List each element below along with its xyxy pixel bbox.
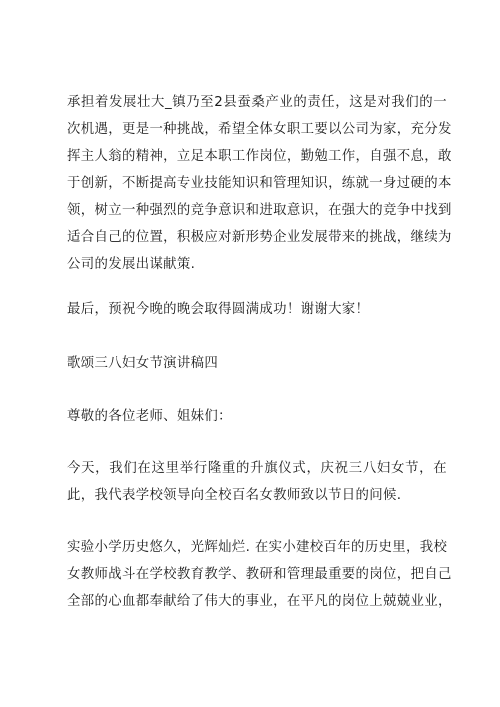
speech-title — [67, 350, 447, 377]
text-line: 歌颂三八妇女节演讲稿四 — [67, 356, 219, 371]
text-line: 挥主人翁的精神，立足本职工作岗位，勤勉工作，自强不息，敢 — [67, 149, 452, 164]
paragraph-closing-wishes — [67, 296, 447, 323]
text-line: 承担着发展壮大_镇乃至2县蚕桑产业的责任，这是对我们的一 — [67, 95, 447, 110]
text-line: 尊敬的各位老师、姐妹们： — [67, 409, 232, 424]
text-line: 适合自己的位置，积极应对新形势企业发展带来的挑战，继续为 — [67, 230, 452, 245]
text-line: 于创新，不断提高专业技能知识和管理知识，练就一身过硬的本 — [67, 176, 452, 191]
text-line: 此，我代表学校领导向全校百名女教师致以节日的问候. — [67, 488, 402, 503]
salutation — [67, 403, 447, 430]
paragraph-responsibility — [67, 89, 452, 278]
paragraph-flag-ceremony — [67, 455, 447, 509]
text-line: 次机遇，更是一种挑战，希望全体女职工要以公司为家，充分发 — [67, 122, 452, 137]
text-line: 实验小学历史悠久，光辉灿烂. 在实小建校百年的历史里，我校 — [67, 540, 448, 555]
text-line: 今天，我们在这里举行隆重的升旗仪式，庆祝三八妇女节，在 — [67, 461, 447, 476]
text-line: 领，树立一种强烈的竞争意识和进取意识，在强大的竞争中找到 — [67, 203, 452, 218]
paragraph-school-history — [67, 534, 452, 615]
text-line: 全部的心血都奉献给了伟大的事业，在平凡的岗位上兢兢业业， — [67, 594, 452, 609]
text-line: 女教师战斗在学校教育教学、教研和管理最重要的岗位，把自己 — [67, 567, 452, 582]
text-line: 最后，预祝今晚的晚会取得圆满成功！谢谢大家！ — [67, 302, 370, 317]
text-line: 公司的发展出谋献策. — [67, 257, 196, 272]
